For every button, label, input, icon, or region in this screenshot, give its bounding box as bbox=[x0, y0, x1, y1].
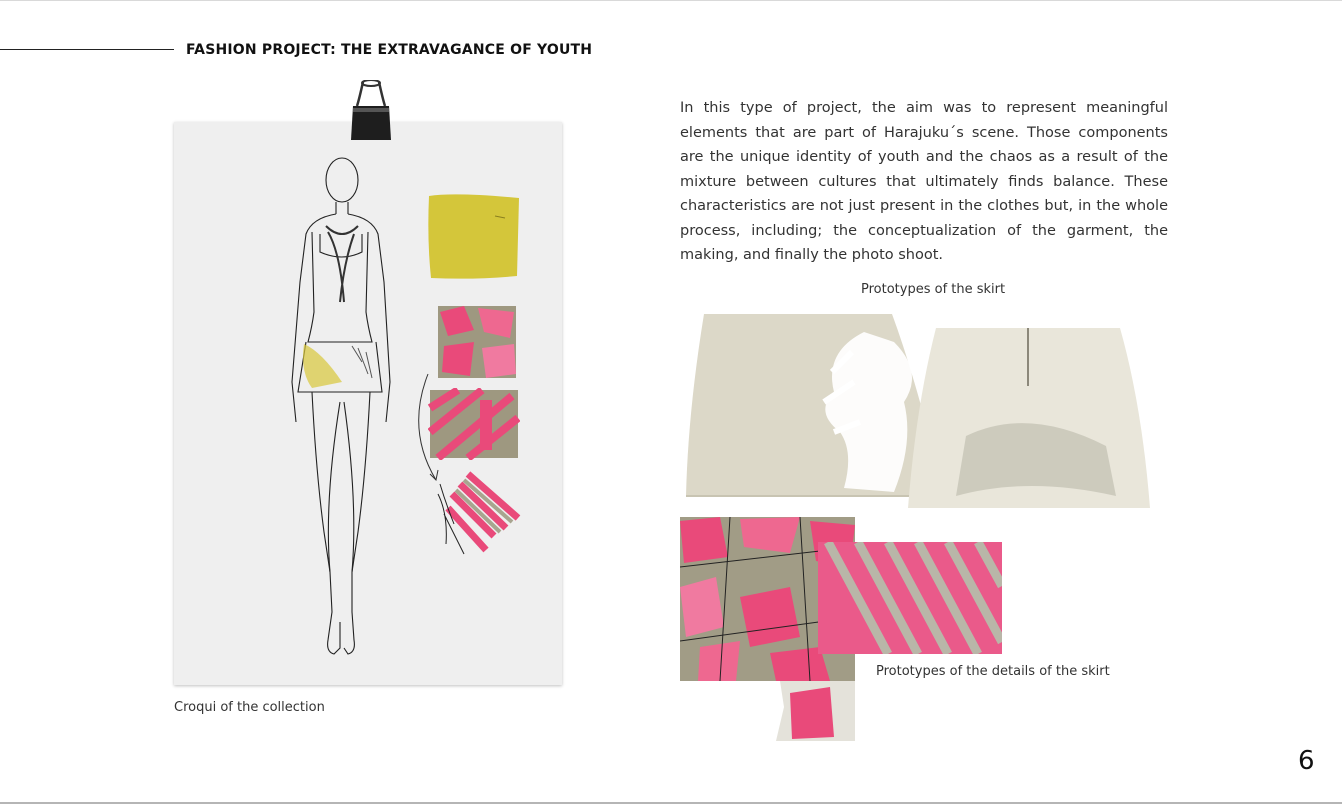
page-number: 6 bbox=[1298, 746, 1315, 776]
binder-clip-icon bbox=[349, 80, 393, 142]
collage-swatch-top bbox=[434, 302, 520, 382]
skirt-prototype-front-photo bbox=[684, 312, 942, 498]
yellow-fabric-swatch bbox=[425, 190, 521, 282]
header-rule bbox=[0, 49, 174, 50]
fashion-figure-sketch bbox=[282, 152, 402, 662]
striped-detail-swatch bbox=[434, 464, 522, 568]
croqui-caption: Croqui of the collection bbox=[174, 700, 325, 715]
skirt-prototypes-caption: Prototypes of the skirt bbox=[861, 282, 1006, 297]
detail-prototypes-caption: Prototypes of the details of the skirt bbox=[876, 664, 1110, 679]
top-border bbox=[0, 0, 1342, 1]
page-title: FASHION PROJECT: THE EXTRAVAGANCE OF YOUTH bbox=[186, 42, 593, 58]
striped-detail-photo bbox=[818, 542, 1002, 654]
project-description: In this type of project, the aim was to represent meaningful elements that are part of Harajuku´s scene. Those components are the unique identity of youth and the chaos as a result of the mixture between cultures that ultimately finds balance. These characteristics are not just present in the clothes but, in the whole process, including; the conceptualization of the garment, the making, and finally the photo shoot. bbox=[680, 100, 1168, 263]
bottom-border bbox=[0, 802, 1342, 804]
skirt-prototype-back-photo bbox=[906, 326, 1152, 510]
